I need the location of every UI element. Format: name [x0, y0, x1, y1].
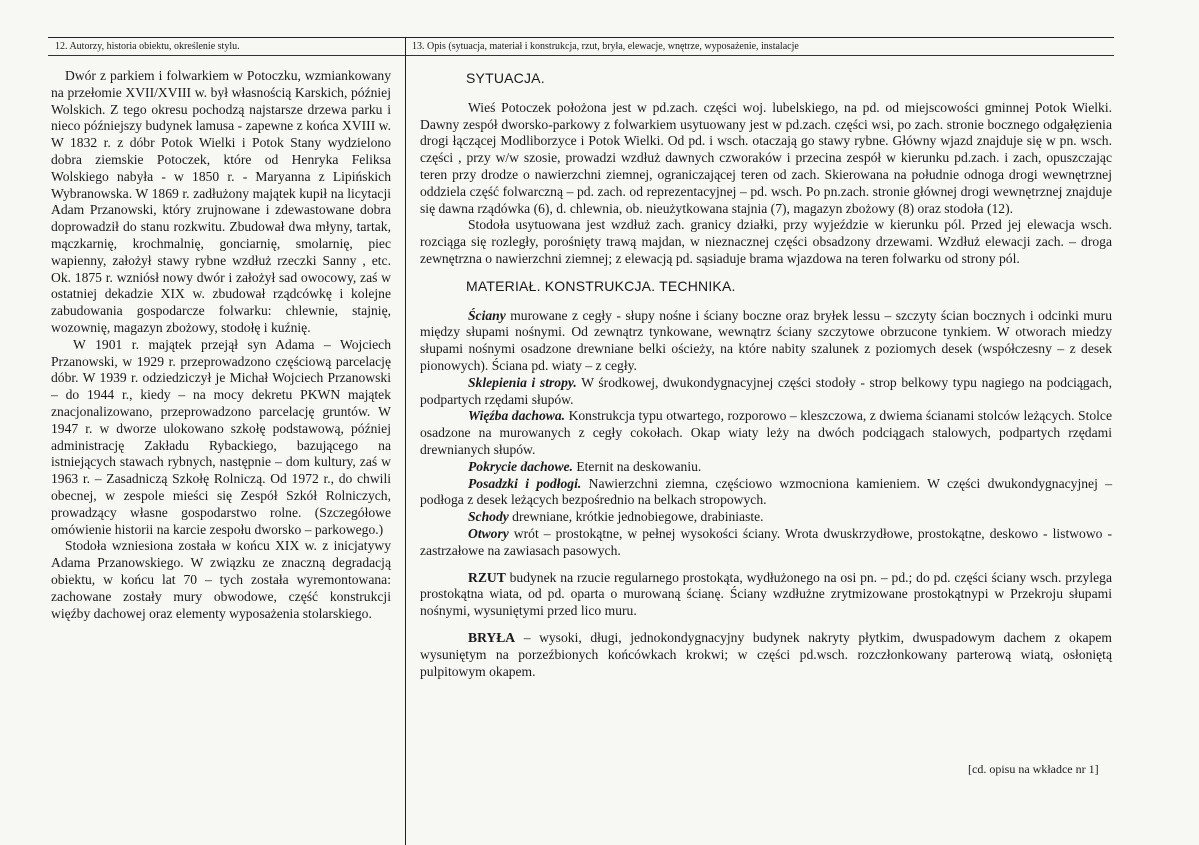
bryla-paragraph — [420, 630, 1112, 680]
history-paragraph: W 1901 r. majątek przejął syn Adama – Wojciech Przanowski, w 1929 r. przeprowadzono częściową parcelację dóbr. W 1939 r. odziedziczył je Michał Wojciech Przanowski – do 1944 r., kiedy – na mocy dekretu PKWN majątek znacjonalizowano, przeprowadzono parcelację gruntów. W 1947 r. w dworze ulokowano szkołę podstawową, później administrację Zakładu Rybackiego, bazującego na istniejących stawach rybnych, następnie – dom kultury, zaś w 1963 r. – Zasadniczą Szkołę Rolniczą. Od 1972 r., do chwili obecnej, w zespole mieści się Zespół Szkół Rolniczych, prowadzący własne gospodarstwo rolne. (Szczegółowe omówienie historii na karcie zespołu dworsko – parkowego.) — [51, 336, 391, 537]
top-rule — [48, 37, 1114, 38]
material-item-text: Eternit na deskowaniu. — [572, 458, 702, 474]
material-item-lead: Otwory — [468, 525, 509, 541]
material-item-text: wrót – prostokątne, w pełnej wysokości ściany. Wrota dwuskrzydłowe, prostokątne, deskowo - listwowo - zastrzałowe na zawiasach pasowych. — [420, 525, 1112, 558]
rzut-paragraph — [420, 570, 1112, 620]
description-column — [420, 70, 1112, 680]
section-heading-sytuacja: SYTUACJA. — [466, 70, 545, 86]
material-item-text: drewniane, krótkie jednobiegowe, drabiniaste. — [508, 509, 764, 525]
header-rule — [48, 55, 1114, 56]
material-item-lead: Pokrycie dachowe. — [468, 458, 573, 474]
history-paragraph: Dwór z parkiem i folwarkiem w Potoczku, wzmiankowany na przełomie XVII/XVIII w. był własnością Karskich, później Wolskich. Z tego okresu pochodzą najstarsze drzewa parku i nieco późniejszy budynek lamusa - zapewne z końca XVIII w. W 1832 r. z dóbr Potok Wielki i Potok Stany wydzielono dobra ziemskie Potoczek, które od Henryka Feliksa Wolskiego nabyła - w 1850 r. - Maryanna z Lipińskich Wybranowska. W 1869 r. zadłużony majątek kupił na licytacji Adam Przanowski, który zrujnowane i zdewastowane dobra doprowadził do stanu rozkwitu. Zbudował dwa młyny, tartak, mączkarnię, krochmalnię, gonciarnię, smolarnię, piec wapienny, założył stawy rybne wzdłuż rzeczki Sanny , etc. Ok. 1875 r. wzniósł nowy dwór i założył sad owocowy, zaś w ostatniej dekadzie XIX w. zbudował rządcówkę i kolejne zabudowania gospodarcze folwarku: chlewnie, stajnię, wozownię, magazyn zbożowy, stodołę i kuźnię. — [51, 68, 391, 335]
material-item-lead: Sklepienia i stropy. — [468, 374, 577, 390]
material-item-lead: Schody — [468, 509, 509, 525]
bryla-text: – wysoki, długi, jednokondygnacyjny budynek nakryty płytkim, dwuspadowym dachem z okapem wysuniętym na porzeźbionych końcówkach krokwi; w części pd.wsch. rozczłonkowany parterową wiatą, osłoniętą pulpitowym okapem. — [420, 629, 1112, 679]
rzut-text: budynek na rzucie regularnego prostokąta, wydłużonego na osi pn. – pd.; do pd. części ściany wsch. przylega prostokątna wiata, od pd. oparta o murowaną ścianę. Ściany wzdłużne zrytmizowane prostokątnypi w Przekroju słupami nośnymi, wysuniętymi przed lico muru. — [420, 569, 1112, 619]
history-paragraph: Stodoła wzniesiona została w końcu XIX w. z inicjatywy Adama Przanowskiego. W związku ze znaczną degradacją obiektu, w końcu lat 70 – tych została wyremontowana: zachowane zostały mury obwodowe, część konstrukcji więźby dachowej oraz elementy wyposażenia stolarskiego. — [51, 538, 391, 621]
material-item — [420, 509, 1112, 526]
material-item — [420, 308, 1112, 375]
material-item-text: Konstrukcja typu otwartego, rozporowo – kleszczowa, z dwiema ścianami stolców leżących. Stolce osadzone na murowanych z cegły cokołach. Okap wiaty leży na dwóch podciągach stalowych, podpartych rzędami drewnianych słupów. — [420, 408, 1112, 457]
continuation-note: [cd. opisu na wkładce nr 1] — [968, 762, 1099, 776]
material-item — [420, 459, 1112, 476]
rzut-lead: RZUT — [468, 569, 506, 585]
material-item-lead: Posadzki i podłogi. — [468, 475, 582, 491]
material-item-text: murowane z cegły - słupy nośne i ściany boczne oraz bryłek lessu – szczyty ścian bocznych i odcinki muru między słupami nośnymi. Od zewnątrz tynkowane, wewnątrz ściany szczytowe obrzucone tynkiem. W otworach miedzy słupami nośnymi osadzone drewniane belki ościeży, na które nabity szalunek z poziomych desek (współczesny – z desek pionowych). Ściana pd. wiaty – z cegły. — [420, 307, 1112, 373]
material-item-lead: Więźba dachowa. — [468, 408, 566, 424]
sytuacja-paragraph: Stodoła usytuowana jest wzdłuż zach. granicy działki, przy wyjeździe w kierunku pól. Przed jej elewacja wsch. rozciąga się rozległy, porośnięty trawą majdan, w nieznacznej części obsadzony drzewami. Wzdłuż elewacji zach. – droga zewnętrzna o nawierzchni ziemnej; z elewacją pd. sąsiaduje brama wjazdowa na teren folwarku od strony pól. — [420, 217, 1112, 266]
material-item-text: Nawierzchni ziemna, częściowo wzmocniona kamieniem. W części dwukondygnacyjnej – podłoga z desek leżących bezpośrednio na belkach stropowych. — [420, 475, 1112, 508]
left-column-header: 12. Autorzy, historia obiektu, określenie stylu. — [55, 41, 240, 52]
section-heading-material: MATERIAŁ. KONSTRUKCJA. TECHNIKA. — [466, 277, 736, 294]
history-column — [51, 68, 391, 622]
material-item-text: W środkowej, dwukondygnacyjnej części stodoły - strop belkowy typu nagiego na podciągach, podpartych rzędami słupów. — [420, 374, 1112, 407]
right-column-header: 13. Opis (sytuacja, materiał i konstrukcja, rzut, bryła, elewacje, wnętrze, wyposażenie, instalacje — [412, 41, 799, 52]
material-item — [420, 375, 1112, 409]
material-item-lead: Ściany — [468, 307, 506, 323]
material-item — [420, 476, 1112, 510]
material-item — [420, 408, 1112, 458]
sytuacja-paragraph: Wieś Potoczek położona jest w pd.zach. części woj. lubelskiego, na pd. od miejscowości gminnej Potok Wielki. Dawny zespół dworsko-parkowy z folwarkiem usytuowany jest w pd.zach. części wsi, po zach. stronie bocznego odgałęzienia drogi łączącej Modliborzyce i Potok Wielki. Od pd. i wsch. otaczają go stawy rybne. Główny wjazd znajduje się w pn. wsch. części , przy w/w szosie, prowadzi wzdłuż dawnych czworaków i przecina zespół w kierunku pd.zach. i zach, opuszczając teren przy drodze o nawierzchni ziemnej, ograniczającej teren od zach. Skierowana na południe odnoga drogi wewnętrznej oddziela część folwarczną – pd. zach. od reprezentacyjnej – pd. wsch. Po pn.zach. stronie głównej drogi wewnętrznej znajduje się dawna rządówka (6), d. chlewnia, ob. nieużytkowana stajnia (7), magazyn zbożowy (8) oraz stodoła (12). — [420, 99, 1112, 216]
material-item — [420, 526, 1112, 560]
column-divider — [405, 37, 406, 845]
bryla-lead: BRYŁA — [468, 629, 516, 645]
